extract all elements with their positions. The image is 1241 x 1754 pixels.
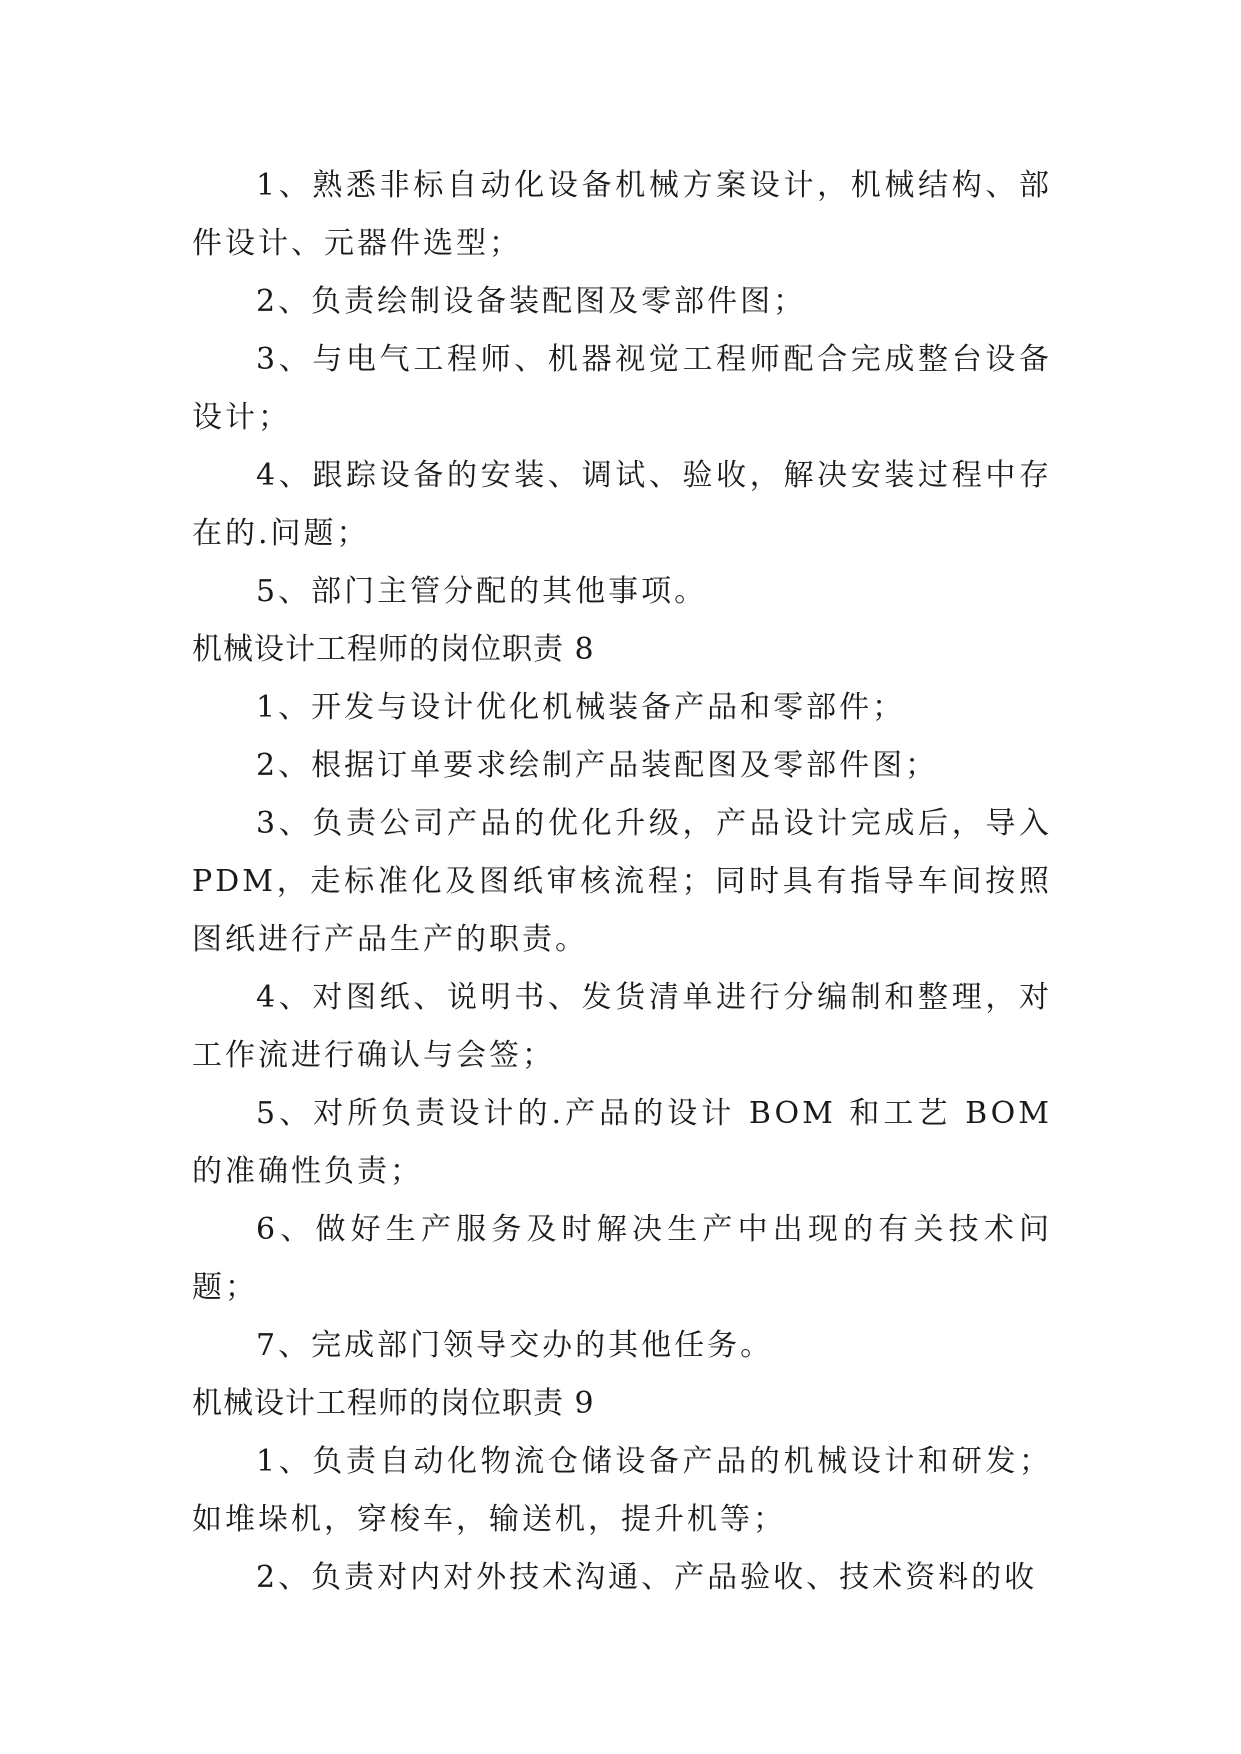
- paragraph: 7、完成部门领导交办的其他任务。: [256, 1328, 774, 1363]
- paragraph: 3、与电气工程师、机器视觉工程师配合完成整台设备设计；: [192, 342, 1052, 435]
- section-heading: 机械设计工程师的岗位职责 9: [192, 1386, 595, 1421]
- paragraph: 1、负责自动化物流仓储设备产品的机械设计和研发；如堆垛机，穿梭车，输送机，提升机等；: [192, 1444, 1052, 1537]
- paragraph: 5、对所负责设计的.产品的设计 BOM 和工艺 BOM 的准确性负责；: [192, 1096, 1052, 1189]
- paragraph: 6、做好生产服务及时解决生产中出现的有关技术问题；: [192, 1212, 1052, 1305]
- paragraph: 2、负责绘制设备装配图及零部件图；: [256, 284, 807, 319]
- paragraph: 1、开发与设计优化机械装备产品和零部件；: [256, 690, 906, 725]
- paragraph: 4、跟踪设备的安装、调试、验收，解决安装过程中存在的.问题；: [192, 458, 1052, 551]
- section-heading: 机械设计工程师的岗位职责 8: [192, 632, 595, 667]
- paragraph: 2、根据订单要求绘制产品装配图及零部件图；: [256, 748, 939, 783]
- paragraph: 3、负责公司产品的优化升级，产品设计完成后，导入PDM，走标准化及图纸审核流程；同时具有指导车间按照图纸进行产品生产的职责。: [192, 806, 1052, 957]
- document-body: [192, 157, 1052, 1607]
- paragraph: 2、负责对内对外技术沟通、产品验收、技术资料的收: [256, 1560, 1038, 1595]
- paragraph: 4、对图纸、说明书、发货清单进行分编制和整理，对工作流进行确认与会签；: [192, 980, 1052, 1073]
- paragraph: 5、部门主管分配的其他事项。: [256, 574, 708, 609]
- paragraph: 1、熟悉非标自动化设备机械方案设计，机械结构、部件设计、元器件选型；: [192, 168, 1052, 261]
